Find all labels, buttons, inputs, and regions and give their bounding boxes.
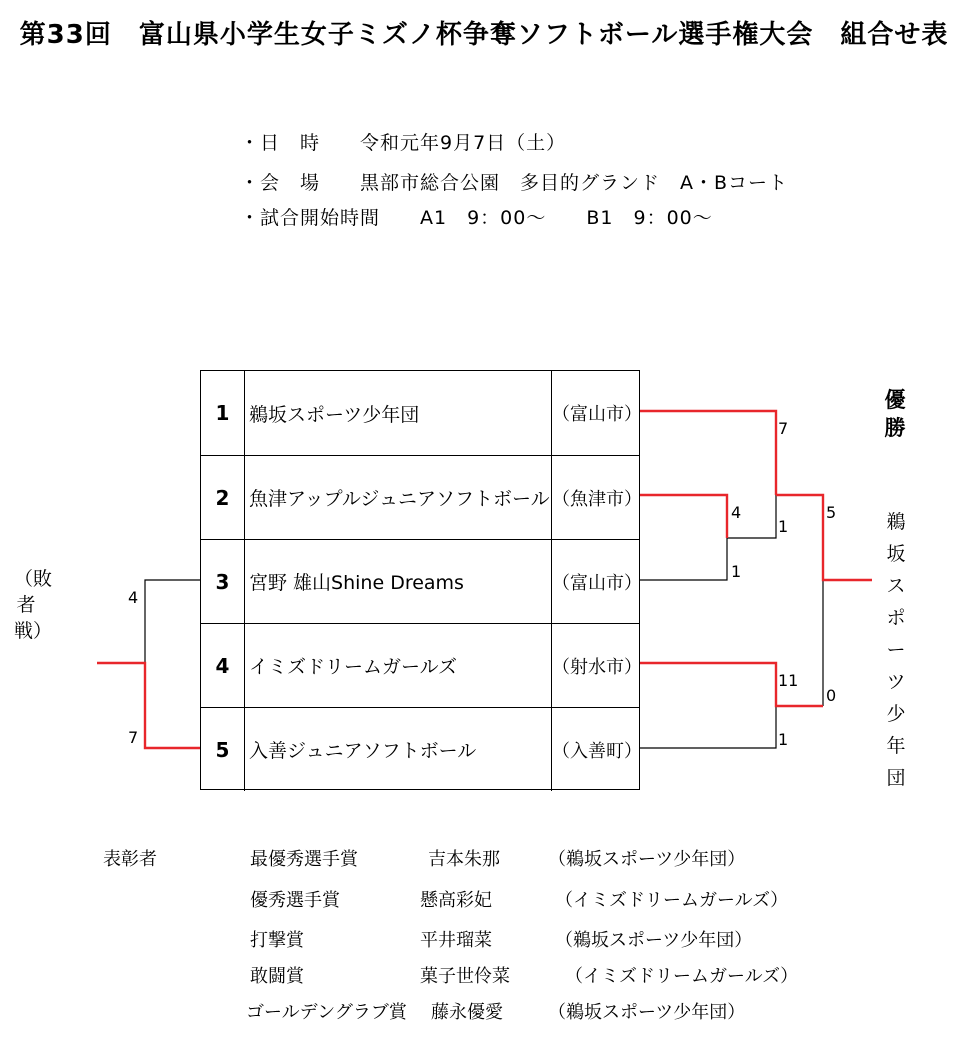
- award-title: 優秀選手賞: [250, 890, 340, 911]
- score-semi-top-team1: 7: [778, 419, 789, 438]
- award-title: 打撃賞: [250, 930, 304, 951]
- team-number: 3: [201, 540, 245, 623]
- line-loser-team3: [145, 580, 200, 663]
- team-row: [201, 623, 642, 707]
- score-r1-team2: 4: [731, 503, 742, 522]
- award-team: （イミズドリームガールズ）: [555, 890, 789, 911]
- award-name: 吉本朱那: [428, 849, 500, 870]
- line-loser-team5-win: [97, 663, 200, 748]
- score-semi-top-winner: 1: [778, 517, 789, 536]
- award-name: 藤永優愛: [431, 1002, 503, 1023]
- info-venue: ・会 場 黒部市総合公園 多目的グランド A・Bコート: [240, 172, 789, 194]
- score-final-top: 5: [826, 503, 837, 522]
- score-final-bottom: 0: [826, 686, 837, 705]
- award-name: 平井瑠菜: [420, 930, 492, 951]
- team-number: 4: [201, 624, 245, 707]
- loser-bracket-label: （敗者戦）: [14, 568, 53, 642]
- info-date: ・日 時 令和元年9月7日（土）: [240, 132, 567, 154]
- award-team: （鵜坂スポーツ少年団）: [548, 1002, 746, 1023]
- team-row: [201, 539, 642, 623]
- score-r1-team3: 1: [731, 562, 742, 581]
- team-city: （入善町）: [551, 708, 639, 791]
- score-loser-team3: 4: [128, 588, 139, 607]
- line-semi-top-final-win: [776, 495, 872, 580]
- bracket-table: [200, 370, 640, 790]
- award-title: 最優秀選手賞: [250, 849, 358, 870]
- line-team2-r1-win: [640, 495, 727, 538]
- line-team5-semi: [640, 706, 776, 748]
- team-city: （魚津市）: [551, 456, 639, 539]
- team-row: [201, 455, 642, 539]
- line-team1-semi-win: [640, 411, 776, 495]
- team-name: 鵜坂スポーツ少年団: [249, 403, 420, 426]
- team-city: （富山市）: [551, 371, 639, 455]
- award-team: （イミズドリームガールズ）: [565, 966, 799, 987]
- champion-team: 鵜坂スポーツ少年団: [886, 511, 906, 789]
- team-row: [201, 371, 642, 455]
- page-title: 第33回 富山県小学生女子ミズノ杯争奪ソフトボール選手権大会 組合せ表: [19, 20, 949, 50]
- award-title: ゴールデングラブ賞: [246, 1002, 407, 1023]
- score-loser-team5: 7: [128, 728, 139, 747]
- score-semi-bot-team5: 1: [778, 730, 789, 749]
- team-city: （射水市）: [551, 624, 639, 707]
- award-name: 懸高彩妃: [420, 890, 492, 911]
- team-number: 1: [201, 371, 245, 455]
- team-row: [201, 707, 642, 791]
- line-team3-r1: [640, 538, 727, 580]
- champion-label: 優勝: [884, 388, 906, 440]
- award-title: 敢闘賞: [250, 966, 304, 987]
- team-number: 2: [201, 456, 245, 539]
- award-team: （鵜坂スポーツ少年団）: [555, 930, 753, 951]
- award-name: 菓子世伶菜: [420, 966, 510, 987]
- info-start-time: ・試合開始時間 A1 9：00～ B1 9：00～: [240, 207, 713, 229]
- team-city: （富山市）: [551, 540, 639, 623]
- team-name: 宮野 雄山Shine Dreams: [249, 572, 464, 594]
- awards-header: 表彰者: [103, 849, 157, 870]
- team-name: 魚津アップルジュニアソフトボール: [249, 488, 550, 510]
- team-name: イミズドリームガールズ: [249, 656, 458, 678]
- team-name: 入善ジュニアソフトボール: [249, 740, 477, 762]
- team-number: 5: [201, 708, 245, 791]
- score-semi-bot-team4: 11: [778, 671, 799, 690]
- award-team: （鵜坂スポーツ少年団）: [548, 849, 746, 870]
